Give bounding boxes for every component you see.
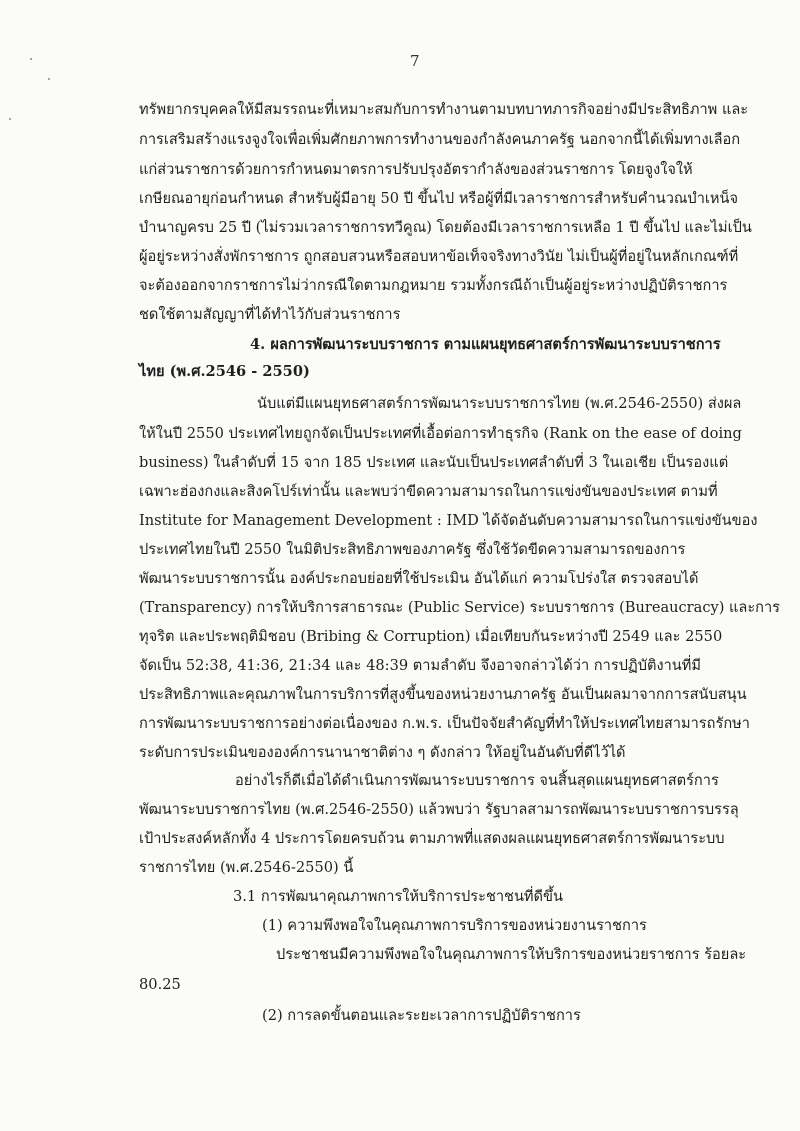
paragraph-line: Institute for Management Development : IMD ได้จัดอันดับความสามารถในการแข่งขันของ bbox=[139, 512, 758, 529]
paragraph-line: พัฒนาระบบราชการไทย (พ.ศ.2546-2550) แล้วพบว่า รัฐบาลสามารถพัฒนาระบบราชการบรรลุ bbox=[139, 801, 739, 818]
scan-speck bbox=[48, 78, 50, 80]
paragraph-line: พัฒนาระบบราชการนั้น องค์ประกอบย่อยที่ใช้ประเมิน อันได้แก่ ความโปร่งใส ตรวจสอบได้ bbox=[139, 570, 699, 587]
list-item-heading: (2) การลดขั้นตอนและระยะเวลาการปฏิบัติราชการ bbox=[262, 1007, 581, 1024]
paragraph-line: จัดเป็น 52:38, 41:36, 21:34 และ 48:39 ตามลำดับ จึงอาจกล่าวได้ว่า การปฏิบัติงานที่มี bbox=[139, 657, 702, 674]
section-heading: 4. ผลการพัฒนาระบบราชการ ตามแผนยุทธศาสตร์การพัฒนาระบบราชการ bbox=[250, 336, 721, 353]
list-item-heading: (1) ความพึงพอใจในคุณภาพการบริการของหน่วยงานราชการ bbox=[262, 917, 647, 934]
paragraph-line: ประเทศไทยในปี 2550 ในมิติประสิทธิภาพของภาครัฐ ซึ่งใช้วัดขีดความสามารถของการ bbox=[139, 541, 686, 558]
paragraph-line: เกษียณอายุก่อนกำหนด สำหรับผู้มีอายุ 50 ปี ขึ้นไป หรือผู้ที่มีเวลาราชการสำหรับคำนวณบำเหน็จ bbox=[139, 190, 739, 207]
paragraph-line: (Transparency) การให้บริการสาธารณะ (Public Service) ระบบราชการ (Bureaucracy) และการ bbox=[139, 599, 780, 616]
section-heading-continued: ไทย (พ.ศ.2546 - 2550) bbox=[139, 363, 310, 380]
paragraph-line: ประชาชนมีความพึงพอใจในคุณภาพการให้บริการของหน่วยราชการ ร้อยละ bbox=[276, 946, 747, 963]
paragraph-line: บำนาญครบ 25 ปี (ไม่รวมเวลาราชการทวีคูณ) โดยต้องมีเวลาราชการเหลือ 1 ปี ขึ้นไป และไม่เป็น bbox=[139, 219, 752, 236]
scan-speck bbox=[9, 118, 11, 120]
paragraph-line: ชดใช้ตามสัญญาที่ได้ทำไว้กับส่วนราชการ bbox=[139, 306, 401, 323]
paragraph-line: เฉพาะฮ่องกงและสิงคโปร์เท่านั้น และพบว่าขีดความสามารถในการแข่งขันของประเทศ ตามที่ bbox=[139, 483, 718, 500]
paragraph-line: อย่างไรก็ดีเมื่อได้ดำเนินการพัฒนาระบบราชการ จนสิ้นสุดแผนยุทธศาสตร์การ bbox=[235, 772, 719, 789]
paragraph-line: ทุจริต และประพฤติมิชอบ (Bribing & Corruption) เมื่อเทียบกันระหว่างปี 2549 และ 2550 bbox=[139, 628, 723, 645]
subsection-heading: 3.1 การพัฒนาคุณภาพการให้บริการประชาชนที่ดีขึ้น bbox=[233, 888, 563, 905]
paragraph-line: ให้ในปี 2550 ประเทศไทยถูกจัดเป็นประเทศที่เอื้อต่อการทำธุรกิจ (Rank on the ease of doing bbox=[139, 425, 742, 442]
scan-speck bbox=[30, 58, 32, 60]
paragraph-line: ผู้อยู่ระหว่างสั่งพักราชการ ถูกสอบสวนหรือสอบหาข้อเท็จจริงทางวินัย ไม่เป็นผู้ที่อยู่ในหลักเกณฑ์ที่ bbox=[139, 248, 739, 265]
paragraph-line: เป้าประสงค์หลักทั้ง 4 ประการโดยครบถ้วน ตามภาพที่แสดงผลแผนยุทธศาสตร์การพัฒนาระบบ bbox=[139, 830, 725, 847]
paragraph-line: จะต้องออกจากราชการไม่ว่ากรณีใดตามกฎหมาย รวมทั้งกรณีถ้าเป็นผู้อยู่ระหว่างปฏิบัติราชการ bbox=[139, 277, 728, 294]
paragraph-line: การเสริมสร้างแรงจูงใจเพื่อเพิ่มศักยภาพการทำงานของกำลังคนภาครัฐ นอกจากนี้ได้เพิ่มทางเลือก bbox=[139, 131, 741, 148]
paragraph-line: ประสิทธิภาพและคุณภาพในการบริการที่สูงขึ้นของหน่วยงานภาครัฐ อันเป็นผลมาจากการสนับสนุน bbox=[139, 686, 747, 703]
paragraph-line: ทรัพยากรบุคคลให้มีสมรรถนะที่เหมาะสมกับการทำงานตามบทบาทภารกิจอย่างมีประสิทธิภาพ และ bbox=[139, 101, 749, 118]
paragraph-line: ระดับการประเมินขององค์การนานาชาติต่าง ๆ ดังกล่าว ให้อยู่ในอันดับที่ดีไว้ได้ bbox=[139, 744, 626, 761]
paragraph-line: การพัฒนาระบบราชการอย่างต่อเนื่องของ ก.พ.ร. เป็นปัจจัยสำคัญที่ทำให้ประเทศไทยสามารถรักษา bbox=[139, 715, 750, 732]
paragraph-line: business) ในลำดับที่ 15 จาก 185 ประเทศ และนับเป็นประเทศลำดับที่ 3 ในเอเชีย เป็นรองแต่ bbox=[139, 454, 729, 471]
paragraph-line: นับแต่มีแผนยุทธศาสตร์การพัฒนาระบบราชการไทย (พ.ศ.2546-2550) ส่งผล bbox=[257, 395, 742, 412]
paragraph-line: 80.25 bbox=[139, 976, 181, 993]
paragraph-line: แก่ส่วนราชการด้วยการกำหนดมาตรการปรับปรุงอัตรากำลังของส่วนราชการ โดยจูงใจให้ bbox=[139, 161, 693, 178]
paragraph-line: ราชการไทย (พ.ศ.2546-2550) นี้ bbox=[139, 859, 354, 876]
page-number: 7 bbox=[410, 52, 420, 70]
